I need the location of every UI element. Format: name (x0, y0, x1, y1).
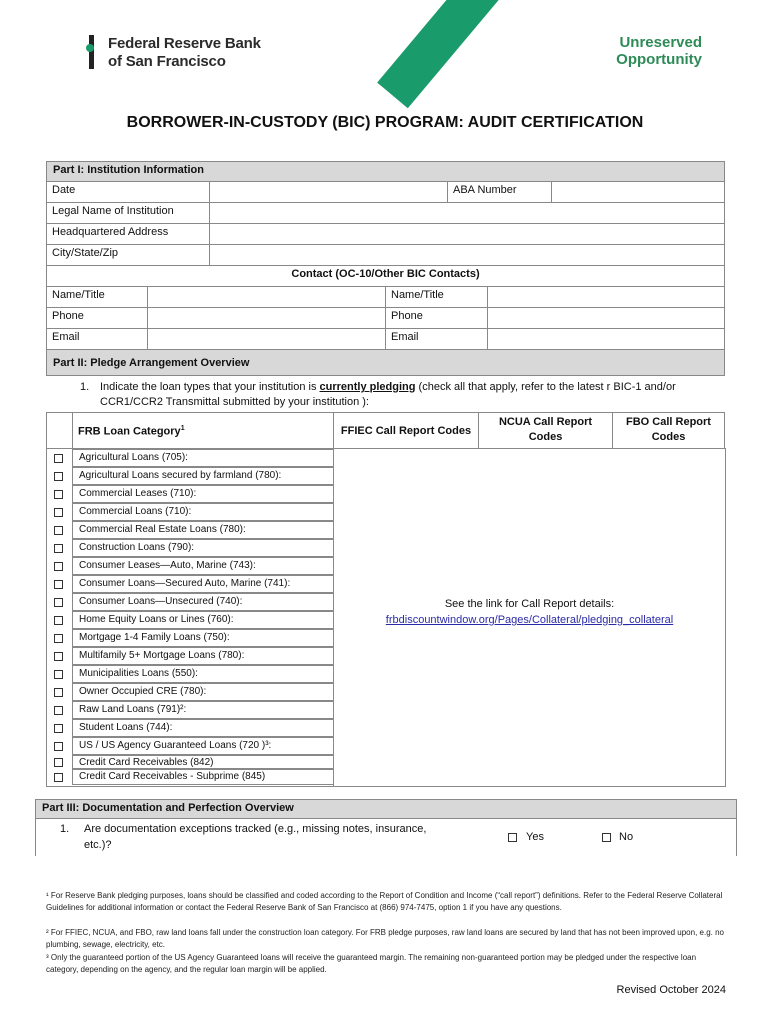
loan-checkbox[interactable] (54, 508, 63, 517)
q1-text-post: (check all that apply, refer to the latest r BIC-1 and/or (415, 381, 676, 393)
ncua-col-header (478, 412, 613, 449)
contact-heading: Contact (OC-10/Other BIC Contacts) (46, 265, 725, 287)
frb-col-label: FRB Loan Category (78, 425, 181, 438)
loan-category-row: Multifamily 5+ Mortgage Loans (780): (72, 647, 334, 665)
call-report-link-caption: See the link for Call Report details: (444, 598, 615, 610)
part2-heading: Part II: Pledge Arrangement Overview (46, 349, 725, 376)
footnote-3: ³ Only the guaranteed portion of the US Agency Guaranteed loans will receive the guaranteed margin. The remaining non-guaranteed portion may be pledged under the respective loan category, depending on the agency, and the regular loan margin will be applied. (46, 953, 697, 974)
loan-checkbox[interactable] (54, 544, 63, 553)
loan-checkbox[interactable] (54, 526, 63, 535)
loan-checkbox[interactable] (54, 454, 63, 463)
no-checkbox[interactable] (602, 833, 611, 842)
contact2-email-field[interactable] (487, 328, 725, 350)
loan-checkbox[interactable] (54, 490, 63, 499)
loan-checkbox[interactable] (54, 758, 63, 767)
logo-line-1: Federal Reserve Bank (108, 35, 261, 52)
loan-checkbox[interactable] (54, 706, 63, 715)
q1-text-emphasis: currently pledging (319, 381, 416, 393)
contact1-name-label: Name/Title (46, 286, 148, 308)
loan-category-row: Commercial Real Estate Loans (780): (72, 521, 334, 539)
page-title: BORROWER-IN-CUSTODY (BIC) PROGRAM: AUDIT CERTIFICATION (126, 114, 644, 131)
ffiec-col-header: FFIEC Call Report Codes (333, 412, 479, 449)
aba-label: ABA Number (447, 181, 552, 203)
legal-name-field[interactable] (209, 202, 725, 224)
fbo-col-line2: Codes (651, 431, 686, 443)
loan-category-row: Agricultural Loans secured by farmland (780): (72, 467, 334, 485)
city-state-zip-label: City/State/Zip (46, 244, 210, 266)
part3-q1-number: 1. (60, 823, 70, 835)
loan-category-row: Commercial Loans (710): (72, 503, 334, 521)
loan-category-row: Municipalities Loans (550): (72, 665, 334, 683)
part3-q1-line1: Are documentation exceptions tracked (e.g., missing notes, insurance, (84, 823, 427, 835)
loan-category-row: Mortgage 1-4 Family Loans (750): (72, 629, 334, 647)
loan-category-row: Commercial Leases (710): (72, 485, 334, 503)
ncua-col-line2: Codes (528, 431, 563, 443)
city-state-zip-field[interactable] (209, 244, 725, 266)
fbo-col-line1: FBO Call Report (626, 416, 711, 428)
contact2-name-field[interactable] (487, 286, 725, 308)
legal-name-label: Legal Name of Institution (46, 202, 210, 224)
decorative-stripe (377, 0, 510, 108)
checkbox-col-header (46, 412, 73, 449)
loan-category-row: Owner Occupied CRE (780): (72, 683, 334, 701)
loan-category-row: Raw Land Loans (791)²: (72, 701, 334, 719)
contact1-phone-field[interactable] (147, 307, 386, 329)
contact2-phone-field[interactable] (487, 307, 725, 329)
contact1-email-label: Email (46, 328, 148, 350)
contact2-email-label: Email (385, 328, 488, 350)
logo-dot-icon (86, 44, 94, 52)
part3-q1-line2: etc.)? (84, 839, 112, 851)
ncua-col-line1: NCUA Call Report (498, 416, 593, 428)
loan-checkbox[interactable] (54, 634, 63, 643)
loan-category-row: Consumer Loans—Unsecured (740): (72, 593, 334, 611)
part1-heading: Part I: Institution Information (46, 161, 725, 182)
contact2-phone-label: Phone (385, 307, 488, 329)
loan-checkbox[interactable] (54, 670, 63, 679)
fbo-col-header (612, 412, 725, 449)
contact1-email-field[interactable] (147, 328, 386, 350)
loan-checkbox[interactable] (54, 580, 63, 589)
contact2-name-label: Name/Title (385, 286, 488, 308)
part2-q1-number: 1. (80, 381, 90, 393)
call-report-link[interactable]: frbdiscountwindow.org/Pages/Collateral/pledging_collateral (385, 614, 674, 626)
yes-checkbox[interactable] (508, 833, 517, 842)
revised-date: Revised October 2024 (616, 984, 726, 996)
frb-col-sup: 1 (180, 425, 185, 432)
frb-col-header (72, 412, 334, 449)
hq-address-label: Headquartered Address (46, 223, 210, 245)
loan-category-row: Agricultural Loans (705): (72, 449, 334, 467)
loan-category-row: Consumer Leases—Auto, Marine (743): (72, 557, 334, 575)
loan-checkbox[interactable] (54, 773, 63, 782)
tagline-line-1: Unreserved (619, 34, 702, 51)
loan-category-row: Credit Card Receivables (842) (72, 755, 334, 769)
loan-category-row: Construction Loans (790): (72, 539, 334, 557)
loan-checkbox[interactable] (54, 472, 63, 481)
loan-category-row: Credit Card Receivables - Subprime (845) (72, 769, 334, 785)
part2-q1-text (100, 381, 720, 393)
yes-label: Yes (526, 831, 544, 843)
date-label: Date (46, 181, 210, 203)
loan-checkbox[interactable] (54, 724, 63, 733)
part2-q1-line2: CCR1/CCR2 Transmittal submitted by your institution ): (100, 396, 369, 408)
loan-category-row: US / US Agency Guaranteed Loans (720 )³: (72, 737, 334, 755)
loan-category-row: Consumer Loans—Secured Auto, Marine (741): (72, 575, 334, 593)
logo-line-2: of San Francisco (108, 53, 226, 70)
loan-checkbox[interactable] (54, 562, 63, 571)
aba-field[interactable] (551, 181, 725, 203)
date-field[interactable] (209, 181, 448, 203)
loan-checkbox[interactable] (54, 598, 63, 607)
logo-mark (89, 35, 94, 69)
loan-category-row: Student Loans (744): (72, 719, 334, 737)
loan-category-row: Home Equity Loans or Lines (760): (72, 611, 334, 629)
tagline-line-2: Opportunity (616, 51, 702, 68)
contact1-name-field[interactable] (147, 286, 386, 308)
q1-text-pre: Indicate the loan types that your institution is (100, 381, 320, 393)
no-label: No (619, 831, 634, 843)
footnote-2: ² For FFIEC, NCUA, and FBO, raw land loans fall under the construction loan category. For FRB pledge purposes, raw land loans are secured by land that has not been improved upon, e.g. no plumbing, sewage, electricity, etc. (46, 928, 724, 949)
loan-checkbox[interactable] (54, 688, 63, 697)
part3-heading: Part III: Documentation and Perfection Overview (35, 799, 737, 819)
hq-address-field[interactable] (209, 223, 725, 245)
loan-checkbox[interactable] (54, 652, 63, 661)
contact1-phone-label: Phone (46, 307, 148, 329)
loan-checkbox[interactable] (54, 616, 63, 625)
footnote-1: ¹ For Reserve Bank pledging purposes, loans should be classified and coded according to the Report of Condition and Income (“call report”) definitions. Refer to the Federal Reserve Collateral Guidelines for additional information or contact the Federal Reserve Bank of San Francisco at (866) 974-7475, option 1 if you have any questions. (46, 891, 723, 912)
loan-checkbox[interactable] (54, 742, 63, 751)
